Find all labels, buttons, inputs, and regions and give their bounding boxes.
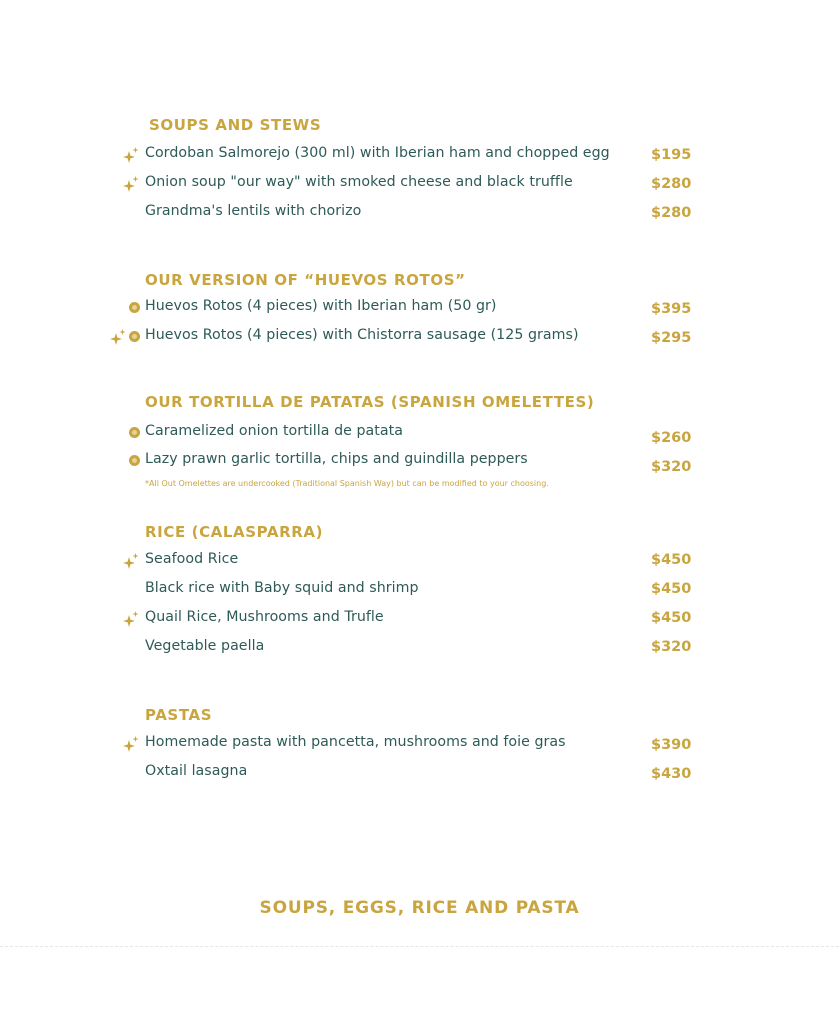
section-title-tortilla-de-patatas: OUR TORTILLA DE PATATAS (SPANISH OMELETTES): [145, 393, 595, 411]
leaf-icon: [129, 331, 140, 342]
sparkle-icon: [123, 147, 139, 163]
menu-item-oxtail-lasagna: [0, 763, 839, 785]
item-name: Black rice with Baby squid and shrimp: [145, 580, 419, 596]
menu-item-grandmas-lentils: [0, 203, 839, 225]
item-price: $450: [651, 552, 692, 568]
section-title-soups-and-stews: SOUPS AND STEWS: [149, 116, 322, 134]
item-name: Homemade pasta with pancetta, mushrooms and foie gras: [145, 734, 566, 750]
item-price: $195: [651, 147, 692, 163]
item-name: Vegetable paella: [145, 638, 265, 654]
menu-item-black-rice: [0, 580, 839, 602]
item-price: $320: [651, 459, 692, 475]
item-price: $450: [651, 610, 692, 626]
item-price: $395: [651, 301, 692, 317]
section-title-huevos-rotos: OUR VERSION OF “HUEVOS ROTOS”: [145, 271, 466, 289]
item-name: Cordoban Salmorejo (300 ml) with Iberian ham and chopped egg: [145, 145, 610, 161]
sparkle-icon: [123, 611, 139, 627]
section-title-rice-calasparra: RICE (CALASPARRA): [145, 523, 324, 541]
leaf-icon: [129, 455, 140, 466]
sparkle-icon: [123, 553, 139, 569]
item-name: Huevos Rotos (4 pieces) with Iberian ham (50 gr): [145, 298, 497, 314]
item-name: Grandma's lentils with chorizo: [145, 203, 362, 219]
item-name: Caramelized onion tortilla de patata: [145, 423, 403, 439]
item-price: $295: [651, 330, 692, 346]
page-footer-title: SOUPS, EGGS, RICE AND PASTA: [259, 898, 580, 918]
sparkle-icon: [123, 736, 139, 752]
omelette-note: *All Out Omelettes are undercooked (Traditional Spanish Way) but can be modified to your choosing.: [145, 479, 549, 488]
item-name: Onion soup "our way" with smoked cheese and black truffle: [145, 174, 573, 190]
menu-item-caramelized-onion-tortilla: [0, 423, 839, 445]
menu-item-cordoban-salmorejo: [0, 145, 839, 167]
leaf-icon: [129, 302, 140, 313]
menu-item-onion-soup: [0, 174, 839, 196]
item-price: $430: [651, 766, 692, 782]
item-name: Lazy prawn garlic tortilla, chips and guindilla peppers: [145, 451, 528, 467]
menu-item-vegetable-paella: [0, 638, 839, 660]
menu-item-huevos-rotos-iberian-ham: [0, 298, 839, 320]
sparkle-icon: [110, 329, 126, 345]
section-title-pastas: PASTAS: [145, 706, 213, 724]
menu-item-homemade-pasta: [0, 734, 839, 756]
menu-item-huevos-rotos-chistorra: [0, 327, 839, 349]
item-name: Oxtail lasagna: [145, 763, 248, 779]
leaf-icon: [129, 427, 140, 438]
item-name: Huevos Rotos (4 pieces) with Chistorra sausage (125 grams): [145, 327, 579, 343]
item-name: Seafood Rice: [145, 551, 239, 567]
item-name: Quail Rice, Mushrooms and Trufle: [145, 609, 384, 625]
item-price: $280: [651, 176, 692, 192]
item-price: $320: [651, 639, 692, 655]
item-price: $260: [651, 430, 692, 446]
menu-item-lazy-prawn-tortilla: [0, 451, 839, 473]
item-price: $390: [651, 737, 692, 753]
sparkle-icon: [123, 176, 139, 192]
item-price: $280: [651, 205, 692, 221]
menu-item-seafood-rice: [0, 551, 839, 573]
page-divider: [0, 946, 839, 947]
item-price: $450: [651, 581, 692, 597]
menu-item-quail-rice: [0, 609, 839, 631]
